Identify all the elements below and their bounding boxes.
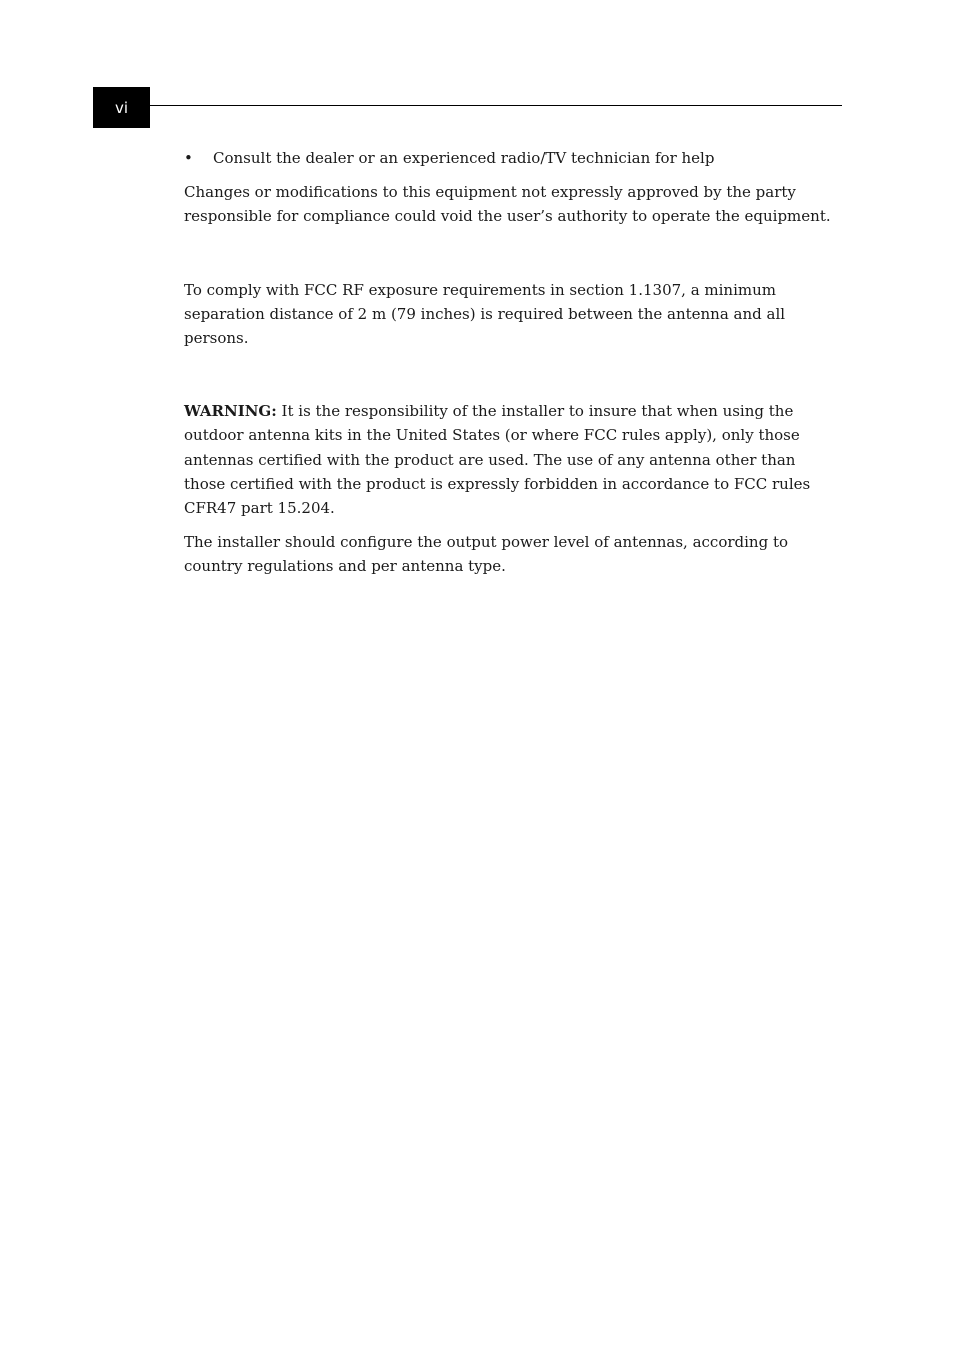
bullet-item — [184, 146, 834, 170]
warning-paragraph — [184, 399, 834, 520]
document-body — [184, 146, 834, 579]
bullet-text: Consult the dealer or an experienced radio/TV technician for help — [213, 149, 715, 167]
warning-label: WARNING: — [184, 402, 277, 421]
page-number — [93, 87, 150, 128]
warning-text: It is the responsibility of the installer to insure that when using the outdoor antenna kits in the United States (or where FCC rules apply), only those antennas certified with the product are used. The use of any antenna other than those certified with the product is expressly forbidden in accordance to FCC rules CFR47 part 15.204. — [184, 402, 811, 518]
page-number-label: vi — [114, 98, 129, 117]
changes-paragraph: Changes or modifications to this equipment not expressly approved by the party responsible for compliance could void the user’s authority to operate the equipment. — [184, 183, 831, 226]
rf-exposure-paragraph: To comply with FCC RF exposure requirements in section 1.1307, a minimum separation distance of 2 m (79 inches) is required between the antenna and all persons. — [184, 280, 786, 348]
header-rule — [150, 105, 842, 106]
bullet-icon: • — [184, 149, 193, 167]
installer-paragraph: The installer should configure the output power level of antennas, according to country regulations and per antenna type. — [184, 533, 789, 576]
